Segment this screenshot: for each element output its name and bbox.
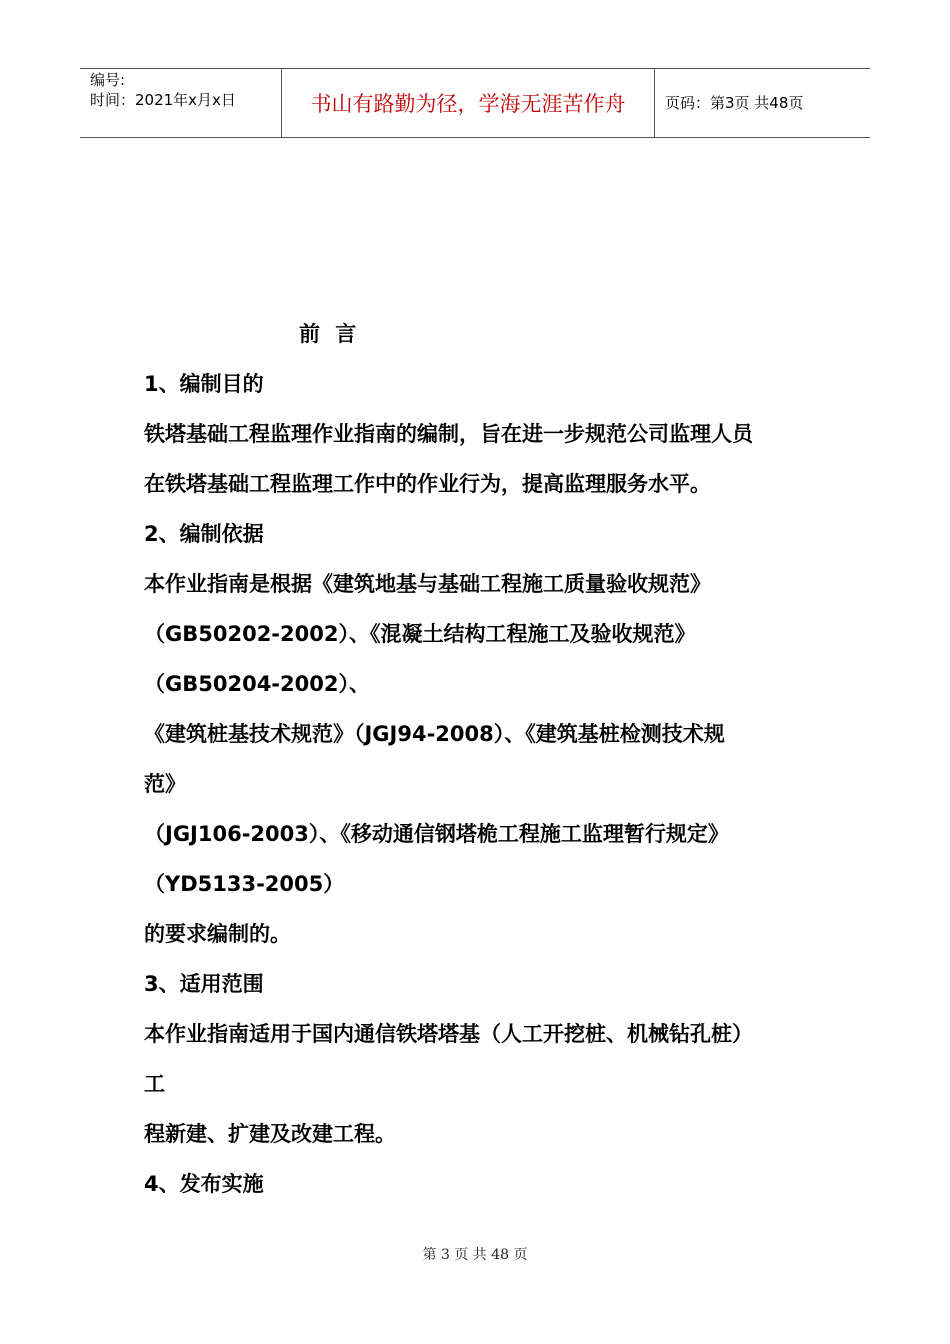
document-header (80, 68, 870, 138)
document-number-label: 编号: (90, 71, 126, 89)
paragraph-line: 工 (144, 1072, 165, 1096)
header-middle-cell (282, 69, 655, 137)
paragraph-line: 在铁塔基础工程监理工作中的作业行为，提高监理服务水平。 (144, 472, 711, 496)
paragraph-line: （YD5133-2005） (144, 872, 345, 896)
paragraph-line: （GB50202-2002）、《混凝土结构工程施工及验收规范》 (144, 622, 696, 646)
header-page-info: 页码：第3页 共48页 (665, 94, 804, 112)
document-time-label: 时间：2021年x月x日 (90, 91, 236, 109)
header-left-cell (80, 69, 282, 137)
paragraph-line: 程新建、扩建及改建工程。 (144, 1122, 396, 1146)
section-heading: 4、发布实施 (144, 1172, 264, 1196)
header-right-cell (655, 69, 870, 137)
section-heading: 2、编制依据 (144, 522, 264, 546)
paragraph-line: 《建筑桩基技术规范》（JGJ94-2008）、《建筑基桩检测技术规 (144, 722, 725, 746)
paragraph-line: 铁塔基础工程监理作业指南的编制，旨在进一步规范公司监理人员 (144, 422, 753, 446)
section-heading: 3、适用范围 (144, 972, 264, 996)
paragraph-line: 的要求编制的。 (144, 922, 291, 946)
paragraph-line: 范》 (144, 772, 186, 796)
header-motto: 书山有路勤为径，学海无涯苦作舟 (310, 92, 626, 116)
paragraph-line: （GB50204-2002）、 (144, 672, 370, 696)
paragraph-line: 本作业指南适用于国内通信铁塔塔基（人工开挖桩、机械钻孔桩） (144, 1022, 753, 1046)
page-title: 前 言 (299, 322, 361, 346)
paragraph-line: （JGJ106-2003）、《移动通信钢塔桅工程施工监理暂行规定》 (144, 822, 729, 846)
page-footer: 第 3 页 共 48 页 (422, 1247, 528, 1263)
paragraph-line: 本作业指南是根据《建筑地基与基础工程施工质量验收规范》 (144, 572, 711, 596)
section-heading: 1、编制目的 (144, 372, 264, 396)
